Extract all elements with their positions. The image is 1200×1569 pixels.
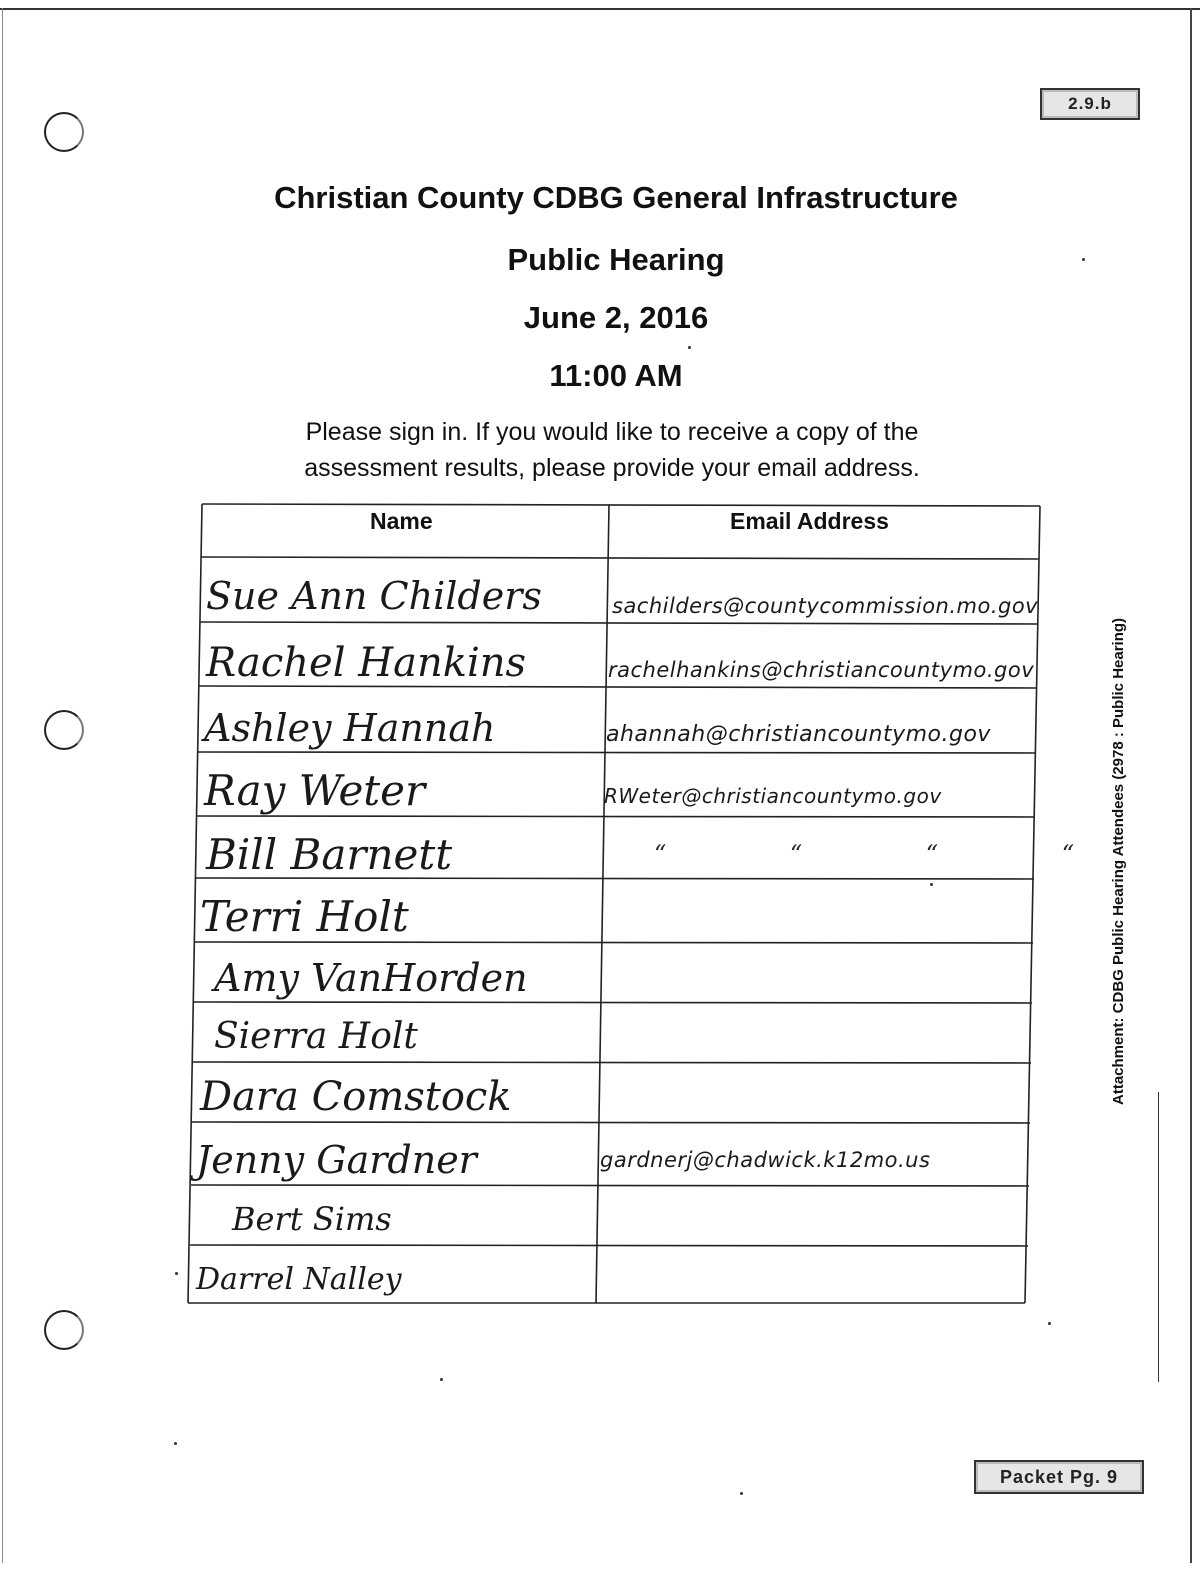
packet-page-stamp: Packet Pg. 9 bbox=[974, 1460, 1144, 1494]
signature-row-5: Bill Barnett bbox=[206, 830, 453, 879]
signature-row-10: Jenny Gardner bbox=[196, 1138, 477, 1182]
email-row-10: gardnerj@chadwick.k12mo.us bbox=[600, 1148, 931, 1172]
instructions-line-2: assessment results, please provide your email address. bbox=[304, 454, 920, 482]
attachment-label: Attachment: CDBG Public Hearing Attendees (2978 : Public Hearing) bbox=[1110, 617, 1127, 1105]
hearing-time: 11:00 AM bbox=[549, 358, 683, 393]
column-header-name: Name bbox=[370, 508, 433, 534]
signature-row-1: Sue Ann Childers bbox=[206, 574, 542, 618]
signature-row-12: Darrel Nalley bbox=[196, 1262, 402, 1297]
instructions-line-1: Please sign in. If you would like to receive a copy of the bbox=[305, 418, 919, 446]
signature-row-7: Amy VanHorden bbox=[214, 956, 528, 1000]
signature-row-6: Terri Holt bbox=[200, 892, 409, 941]
signature-row-9: Dara Comstock bbox=[200, 1074, 512, 1120]
item-number-stamp: 2.9.b bbox=[1040, 88, 1140, 120]
signature-row-8: Sierra Holt bbox=[214, 1016, 418, 1057]
email-row-3: ahannah@christiancountymo.gov bbox=[606, 722, 991, 747]
signature-row-4: Ray Weter bbox=[204, 766, 426, 815]
hearing-date: June 2, 2016 bbox=[523, 300, 709, 335]
email-row-2: rachelhankins@christiancountymo.gov bbox=[608, 658, 1035, 682]
email-row-1: sachilders@countycommission.mo.gov bbox=[612, 594, 1039, 618]
signature-row-11: Bert Sims bbox=[232, 1200, 392, 1238]
document-title: Christian County CDBG General Infrastructure bbox=[274, 180, 958, 215]
document-subtitle: Public Hearing bbox=[507, 242, 725, 277]
column-header-email: Email Address bbox=[730, 508, 889, 534]
signature-row-2: Rachel Hankins bbox=[206, 640, 527, 686]
email-row-4: RWeter@christiancountymo.gov bbox=[604, 784, 942, 808]
email-row-5-ditto-marks: “ “ “ “ bbox=[654, 840, 1132, 868]
signature-row-3: Ashley Hannah bbox=[204, 706, 496, 750]
